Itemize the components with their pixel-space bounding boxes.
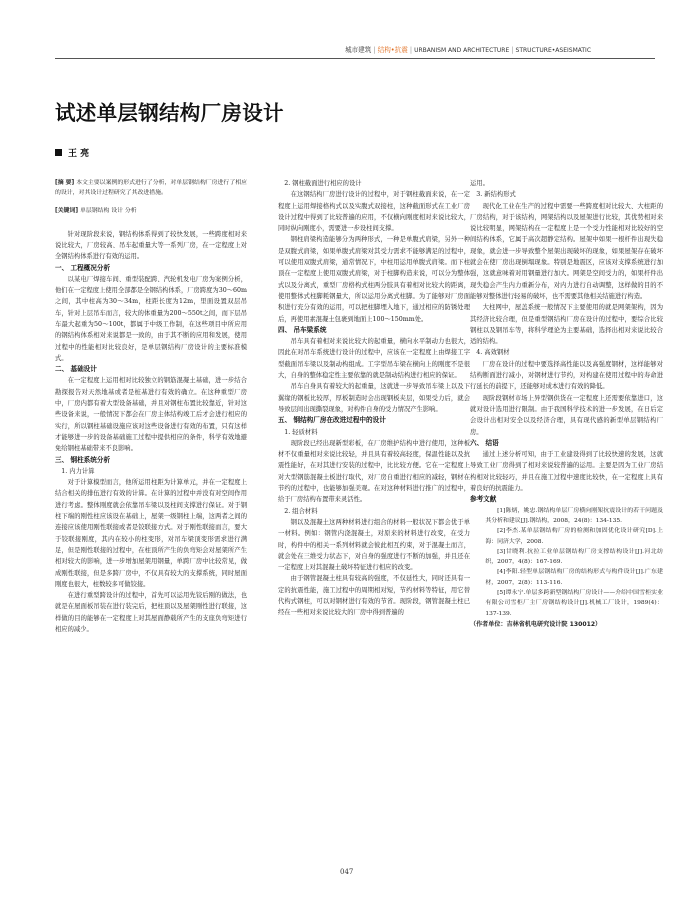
paragraph: 现阶段已经出现新型彩板，在厂房维护结构中进行使用，这种板材不仅重量相对来说比较轻，并且具有着较高轻度，保温性能以及抗震性能好，在对其进行安装的过程中，比比较方便。它在一定程度上对大型钢筋混凝土板进行取代，对厂房自重进行相应的减轻，钢材在节约的过程中，也能够加强美观。在对这种材料进行推广的过程中，给于厂房结构布置带来灵活性。 (278, 439, 470, 504)
header-journal: 城市建筑 (345, 46, 372, 54)
reference-item: [4]李阳.轻型单层钢结构厂房的结构形式与构件设计[J].广东建材，2007，2(8)：113-116. (485, 569, 663, 586)
column-2 (278, 178, 470, 619)
reference-item: [1]陈炳，姚忠.钢结构单层厂房横向刚架抗震设计的若干问题及其分析和建议[J].钢结构，2008，24(8)：134-135. (485, 507, 663, 524)
column-3 (470, 178, 663, 630)
section-heading: 四、 吊车梁系统 (278, 325, 327, 334)
paragraph: 厂房在设计的过程中要选择高性能以及高强度钢材，这样能够对结构断面进行减小，对钢材进行节约，对构建在使用过程中的寿命进行延长的前提下，还能够对成本进行有效的降低。 (470, 360, 663, 391)
references-heading: 参考文献 (470, 495, 497, 504)
paragraph: 钢以及混凝土这两种材料进行组合的材料一般状况下都会优于单一材料。例如：钢管内浇混凝土，对原来的材料进行改变，在受力时，构件中的相关一系列材料就会彼此相互约束，对于混凝土而言，就会处在三维受力状态下，对自身的强度进行不断的加强，并且还在一定程度上对其混凝土破坏特征进行相应的改变。 (278, 518, 470, 572)
square-bullet-icon (55, 149, 62, 156)
page-number: 047 (340, 868, 354, 876)
reference-list (470, 506, 663, 619)
section-heading: 二、 基础设计 (55, 365, 97, 374)
subsection-heading: 1. 轻质材料 (284, 428, 318, 436)
author-name: 王 亮 (68, 149, 90, 159)
reference-item: [5]谭永宁.单层多跨新型钢结构厂房设计——介绍中国雪柜实业有限公司雪柜厂主厂房钢结构设计[J].机械工厂设计，1989(4)：137-139. (485, 589, 663, 617)
paragraph: 对于计算模型而言，他所运用柱距为计算单元，并在一定程度上结合相关的排伍进行有效的计算。在计算的过程中并没有对空间作用进行考虑。整体刚度就会依靠吊车梁以及柱间支撑进行保证。对于钢柱下端的刚性柱应该设在基础上，屋架一级钢柱上端，这两者之间的连接应该使用刚性联接或者是铰联接方式。对于刚性联接而言，要大于铰联接刚度，其内在较小的柱变形，对吊车梁顶变形需求进行满足，但是刚性联接的过程中，在柱顶所产生的负弯矩会对屋架所产生相对较大的影响，进一步增加屋架用钢量，单跨厂房中比较常见，做成刚性联接，但是多跨厂房中，不仅具有较大的支撑系统，同时屋面刚度也很大，柱数较多可做铰接。 (55, 479, 247, 588)
paragraph: 运用。 (470, 180, 489, 187)
header-en-journal: URBANISM AND ARCHITECTURE (414, 47, 510, 54)
author-line (55, 146, 89, 159)
reference-item: [3]甘晓利.抗拉工业单层钢结构厂房支撑结构设计[J].河北纺织，2007，4(8)：167-169. (485, 548, 663, 566)
paragraph: 现阶段钢材市场上异型钢供货在一定程度上还需要依靠进口，这就对设计选用进行限制。由于我国科学技术的进一步发展，在日后定会设计出相对安全以及经济合理，具有现代感的新型单层钢结构厂房。 (470, 394, 663, 436)
reference-item: [2]李杰.某单层钢结构厂房的检测和加固优化设计研究[D].上海：同济大学，2008. (485, 528, 663, 545)
paragraph: 以某电厂焊接车间、重型装配跨、汽轮机发电厂房为案例分析，他们在一定程度上使用全部都是全钢结构体系，厂房跨度为30～60m之间，其中柱高为30～34m，柱距长度为12m，里面设置双层吊车，针对上层吊车而言，较大的体重量为200～550t之间，而下层吊车最大起重为50～100t，都属于中级工作制，在这些项目中所应用的钢结构体系相对来说都是一致的，由于其不断的应用和发展，使用过程中的性能相对比较良好，是单层钢结构厂房设计的主要标准模式。 (55, 275, 248, 362)
intro-paragraph: 针对现阶段来说，钢结构体系得到了较快发展，一些跨度相对来说比较大，厂房较高、吊车起重量大等一系列厂房，在一定程度上对全钢结构体系进行有效的运用。 (55, 230, 247, 261)
subsection-heading: 4. 高效钢材 (476, 349, 510, 357)
keywords: [关键词] 单层钢结构 设计 分析 (55, 208, 137, 215)
paragraph: 大柱网中，屋盖系统一般情况下主要使用的就是网架架构，因为其经济比较合理，但是重型钢结构厂房在设计的过程中，要综合比较钢柱以及钢吊车等，将科学理论为主要基础，选择出相对来说比较合适的结构。 (470, 304, 663, 346)
subsection-heading: 1. 内力计算 (61, 467, 95, 475)
paragraph: 由于钢管混凝土柱具有较高的强度，不仅延性大，同时还具有一定的抗震性能，施工过程中的周期相对短，节约材料等特征，用它替代构式钢柱，可以对钢材进行有效的节省。现阶段，钢管混凝土柱已经在一些相对来说比较大的厂房中得到普遍的 (278, 575, 470, 617)
subsection-heading: 2. 钢柱截面进行相应的设计 (284, 180, 362, 187)
abstract: [摘 要] 本文主要以案例的形式进行了分析，对单层钢结构厂房进行了相应的设计，对其设计过程研究了其改进措施。 (55, 180, 248, 197)
paragraph: 通过上述分析可知，由于工业建设得到了比较快速的发展，这就导致工业厂房得到了相对来说较普遍的运用。主要是因为工业厂房结构相对比较轻巧，并且在施工过程中速度比较快，在一定程度上具有着良好的抗震能力。 (470, 451, 663, 493)
section-heading: 三、 钢柱系统分析 (55, 455, 111, 464)
article-title: 试述单层钢结构厂房设计 (55, 101, 284, 125)
paragraph: 吊车具有着相对来说比较大的起重量，横向水平制动力也很大，因此在对吊车系统进行设计的过程中，应该在一定程度上由焊接工字型截面吊车梁以及制动构组成。工字型吊车梁在横向上的刚度不是很大，自身的整体稳定性主要依靠的就是制动结构进行相应的保证。 (278, 338, 470, 380)
paragraph: 在进行重型跨设计的过程中，首先可以运用先铰后刚的做法，也就是在屋面板吊装在进行装完后，把柱顶以及屋架刚性进行联接，这样做的目的能够在一定程度上对其屋面静载所产生的支座负弯矩进行相应的减少。 (55, 592, 247, 633)
section-heading: 六、 结语 (470, 438, 499, 447)
section-heading: 五、 钢结构厂房在改进过程中的设计 (278, 416, 386, 425)
subsection-heading: 2. 组合材料 (284, 507, 318, 515)
column-1 (55, 178, 247, 635)
section-heading: 一、 工程概况分析 (55, 263, 111, 272)
paragraph: 在一定程度上运用相对比较独立的钢筋混凝土基础，进一步结合勘探报告对天然地基或者是桩基进行有效的确立。在这种重型厂房中，厂房内都有着大型设备基础，并且对钢柱布置比较靠近，针对这些设备来说，一般情况下都会在厂房主体结构竣工后才会进行相应的实行，所以钢柱基础设施应该对这些设备进行有效的布置，只有这样才能够进一步的设备基础施工过程中提供相应的条件，科学有效地避免给钢柱基础带来不良影响。 (55, 377, 247, 453)
author-affiliation: （作者单位：吉林省机电研究设计院 130012） (470, 620, 602, 628)
header-section: 结构•抗震 (377, 46, 408, 54)
header-rule (55, 58, 655, 59)
running-header: 城市建筑 | 结构•抗震 | URBANISM AND ARCHITECTURE | STRUCTURE•ASEISMATIC (345, 46, 592, 54)
subsection-heading: 3. 新结构形式 (476, 191, 516, 199)
paragraph: 现代化工业在生产的过程中需要一些跨度相对比较大、大柱距的厂房结构，对于该结构，网架结构以及屋架进行比较，其优势相对来说比较明显，网架结构在一定程度上是一个受力性能相对比较好的空间结构体系，它属于高次超静定结构。屋架中如果一根杆件出现失稳现象，就会进一步导致整个屋架出现破坏的现象，如果屋架存在破坏就会在使厂房出现倒塌现象。特别是地震区，应该对支撑系统进行加强，这就意味着对用钢量进行加大。网架是空间受力的，如果杆件出现失稳会产生内力重新分布，对内力进行自动调整，这样做的目的不能够对整体进行轻易的破坏，也不需要其他相关结施进行构造。 (470, 202, 663, 300)
paragraph: 在这钢结构厂房进行设计的过程中，对于钢柱截面来说，在一定程度上运用焊接格构式以及实腹式双接柱，这种截面形式在工业厂房设计过程中得到了比较普遍的应用，不仅横向刚度相对来说比较大，同时纵向刚度小，需要进一步设柱间支撑。 (278, 191, 470, 233)
header-en-section: STRUCTURE•ASEISMATIC (515, 47, 592, 54)
paragraph: 吊车自身具有着较大的起重量，这就进一步导致吊车梁上以及下翼缘的钢板比较厚，厚板制造时会出现钢板夹层，如果受力后，就会导致层间出现撕裂现象，对构件自身的受力情况产生影响。 (278, 383, 470, 413)
paragraph: 钢柱肩梁构造能够分为两种形式，一种是单腹式肩梁，另外一种是双腹式肩梁，如果单腹式肩梁对其受力需求不能够满足的过程中，可以使用双腹式肩梁，通常情况下，中柱用运用单腹式肩梁。而下柱顶在一定程度上使用双腹式肩梁，对于柱脚构造来说，可以分为整体式以及分离式，重型厂房格构式柱两分肢具有着相对比较大的距离，使用整体式柱脚耗钢量大，所以运用分离式柱脚。为了能够对厂房面积进行充分有效的运用，可以把柱脚埋入地下，通过相应的防锈处理后，再使用素混凝土包裹到地面上100～150mm处。 (278, 236, 470, 323)
